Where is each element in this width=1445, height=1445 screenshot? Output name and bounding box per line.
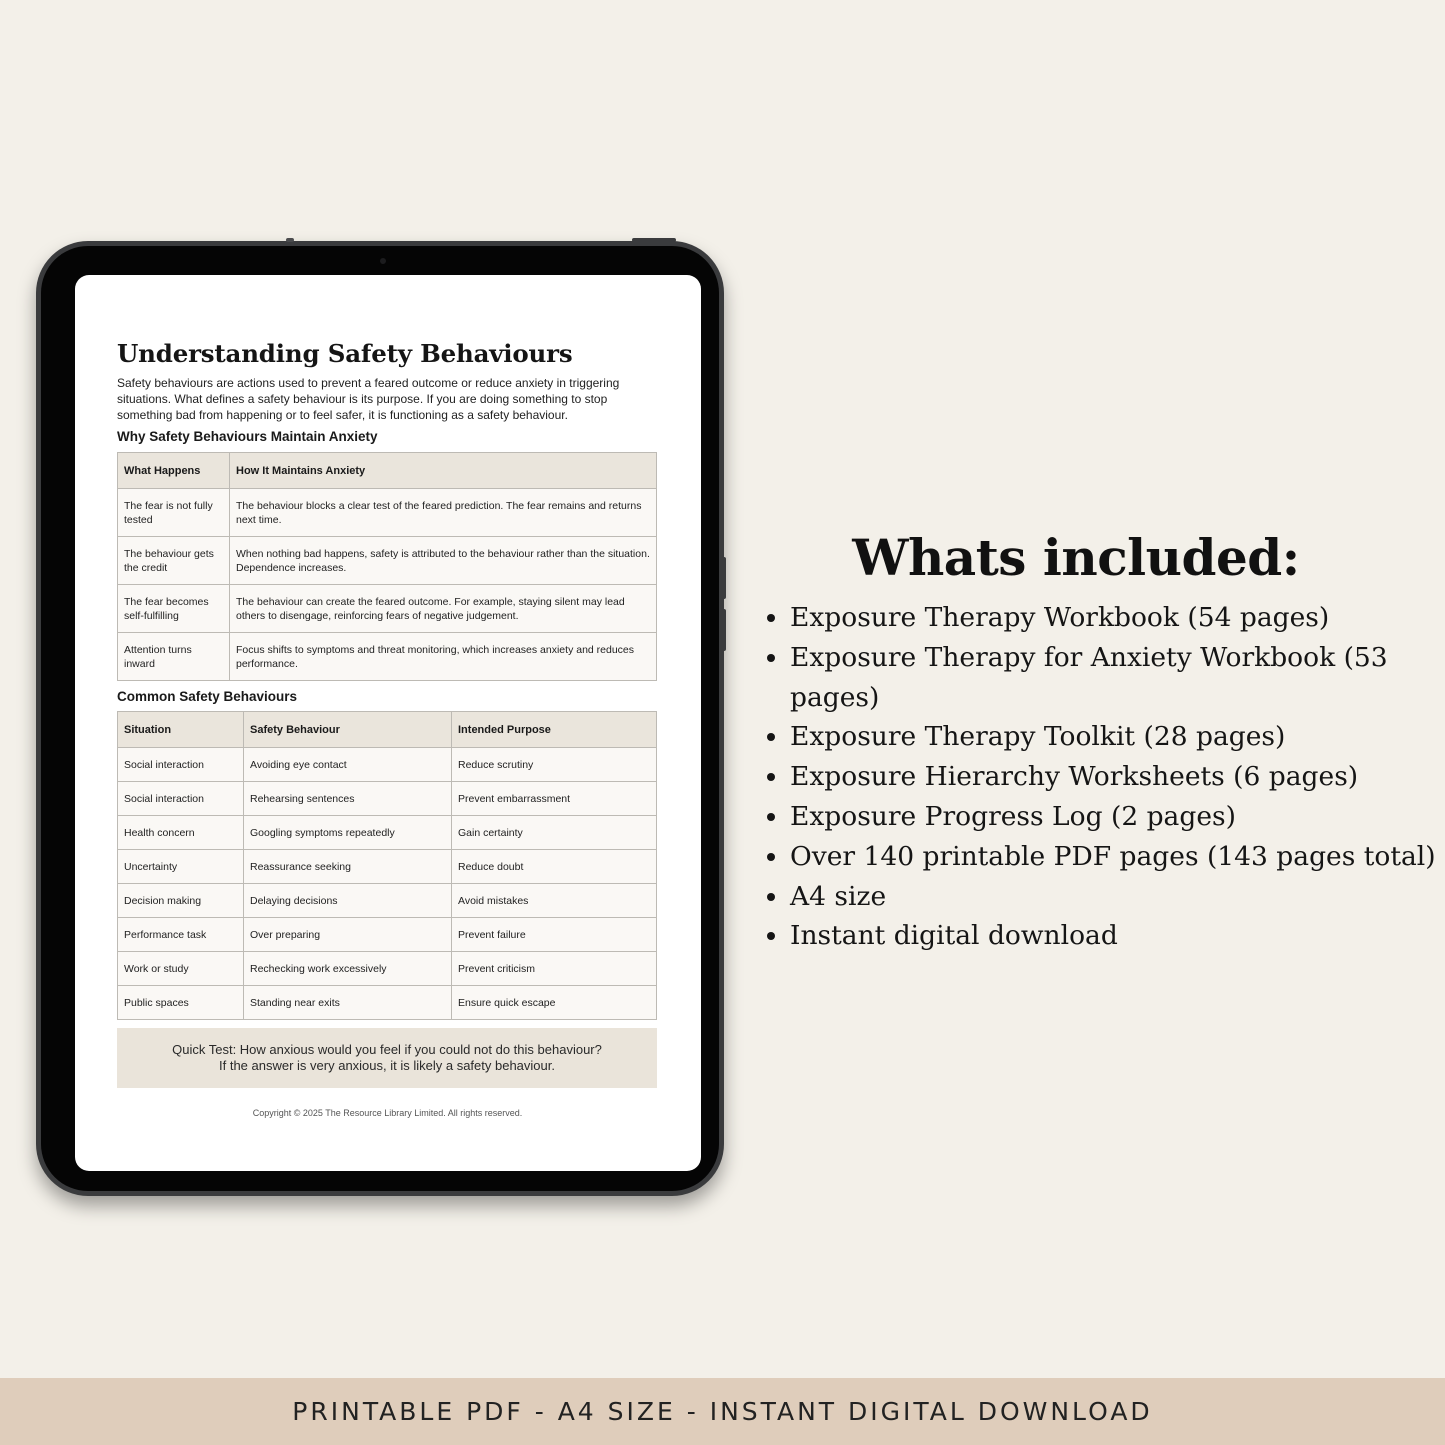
section-heading-common: Common Safety Behaviours <box>117 689 298 704</box>
included-item: • Instant digital download <box>790 916 1445 956</box>
table-cell: Avoiding eye contact <box>244 748 452 782</box>
table-cell: Ensure quick escape <box>452 986 657 1020</box>
table-row <box>118 918 657 952</box>
table-cell: Health concern <box>118 816 244 850</box>
common-behaviours-table <box>117 711 657 1020</box>
table-row <box>118 489 657 537</box>
column-header: Situation <box>118 712 244 748</box>
table-cell: Standing near exits <box>244 986 452 1020</box>
worksheet-intro: Safety behaviours are actions used to prevent a feared outcome or reduce anxiety in triggering situations. What defines a safety behaviour is its purpose. If you are doing something to stop something bad from happening or to feel safer, it is functioning as a safety behaviour. <box>117 376 620 422</box>
table-cell: When nothing bad happens, safety is attributed to the behaviour rather than the situation. Dependence increases. <box>230 537 657 585</box>
table-cell: Delaying decisions <box>244 884 452 918</box>
column-header: What Happens <box>118 453 230 489</box>
table-cell: Reduce doubt <box>452 850 657 884</box>
table-cell: Gain certainty <box>452 816 657 850</box>
table-cell: Reduce scrutiny <box>452 748 657 782</box>
footer-banner <box>0 1378 1445 1445</box>
table-cell: Reassurance seeking <box>244 850 452 884</box>
quick-test-question: Quick Test: How anxious would you feel if you could not do this behaviour? <box>172 1042 602 1057</box>
table-cell: Social interaction <box>118 782 244 816</box>
column-header: How It Maintains Anxiety <box>230 453 657 489</box>
included-heading: Whats included: <box>852 528 1300 587</box>
table-row <box>118 884 657 918</box>
table-row <box>118 537 657 585</box>
table-cell: Prevent embarrassment <box>452 782 657 816</box>
included-item: • Exposure Progress Log (2 pages) <box>790 797 1445 837</box>
table-cell: Prevent criticism <box>452 952 657 986</box>
table-cell: Attention turns inward <box>118 633 230 681</box>
camera-icon <box>380 258 386 264</box>
copyright-notice: Copyright © 2025 The Resource Library Limited. All rights reserved. <box>252 1108 523 1118</box>
included-item: • Exposure Therapy for Anxiety Workbook (53 pages) <box>790 638 1445 718</box>
tablet-power-button <box>632 238 676 242</box>
table-cell: Decision making <box>118 884 244 918</box>
column-header: Safety Behaviour <box>244 712 452 748</box>
table-row <box>118 816 657 850</box>
tablet-mockup <box>36 241 724 1196</box>
table-cell: The behaviour blocks a clear test of the feared prediction. The fear remains and returns next time. <box>230 489 657 537</box>
tablet-volume-up-button <box>722 557 726 599</box>
table-cell: Rehearsing sentences <box>244 782 452 816</box>
table-cell: Prevent failure <box>452 918 657 952</box>
tablet-volume-down-button <box>722 609 726 651</box>
table-cell: Uncertainty <box>118 850 244 884</box>
included-item: • Exposure Therapy Workbook (54 pages) <box>790 598 1445 638</box>
table-cell: The fear becomes self-fulfilling <box>118 585 230 633</box>
table-row <box>118 748 657 782</box>
tablet-screen <box>75 275 701 1171</box>
footer-text: PRINTABLE PDF - A4 SIZE - INSTANT DIGITAL DOWNLOAD <box>292 1397 1153 1426</box>
included-item: • Exposure Hierarchy Worksheets (6 pages) <box>790 757 1445 797</box>
table-cell: The fear is not fully tested <box>118 489 230 537</box>
table-row <box>118 952 657 986</box>
section-heading-why: Why Safety Behaviours Maintain Anxiety <box>117 429 378 444</box>
included-item: • Over 140 printable PDF pages (143 pages total) <box>790 837 1445 877</box>
tablet-top-mic <box>286 238 294 242</box>
maintain-anxiety-table <box>117 452 657 681</box>
included-item: • Exposure Therapy Toolkit (28 pages) <box>790 717 1445 757</box>
quick-test-box <box>117 1028 657 1088</box>
column-header: Intended Purpose <box>452 712 657 748</box>
table-row <box>118 585 657 633</box>
table-cell: Avoid mistakes <box>452 884 657 918</box>
included-item: • A4 size <box>790 877 1445 917</box>
table-cell: Public spaces <box>118 986 244 1020</box>
table-row <box>118 850 657 884</box>
table-cell: Focus shifts to symptoms and threat monitoring, which increases anxiety and reduces performance. <box>230 633 657 681</box>
table-cell: Over preparing <box>244 918 452 952</box>
table-header-row <box>118 453 657 489</box>
table-cell: The behaviour can create the feared outcome. For example, staying silent may lead others to disengage, reinforcing fears of negative judgement. <box>230 585 657 633</box>
table-row <box>118 986 657 1020</box>
worksheet-page <box>117 339 658 1118</box>
table-cell: Work or study <box>118 952 244 986</box>
table-cell: Rechecking work excessively <box>244 952 452 986</box>
table-header-row <box>118 712 657 748</box>
table-row <box>118 633 657 681</box>
worksheet-title: Understanding Safety Behaviours <box>117 339 573 368</box>
table-cell: Social interaction <box>118 748 244 782</box>
table-cell: Performance task <box>118 918 244 952</box>
quick-test-answer: If the answer is very anxious, it is likely a safety behaviour. <box>219 1058 555 1073</box>
included-list <box>764 598 1445 956</box>
tablet-bezel <box>41 246 719 1191</box>
table-cell: Googling symptoms repeatedly <box>244 816 452 850</box>
table-cell: The behaviour gets the credit <box>118 537 230 585</box>
table-row <box>118 782 657 816</box>
